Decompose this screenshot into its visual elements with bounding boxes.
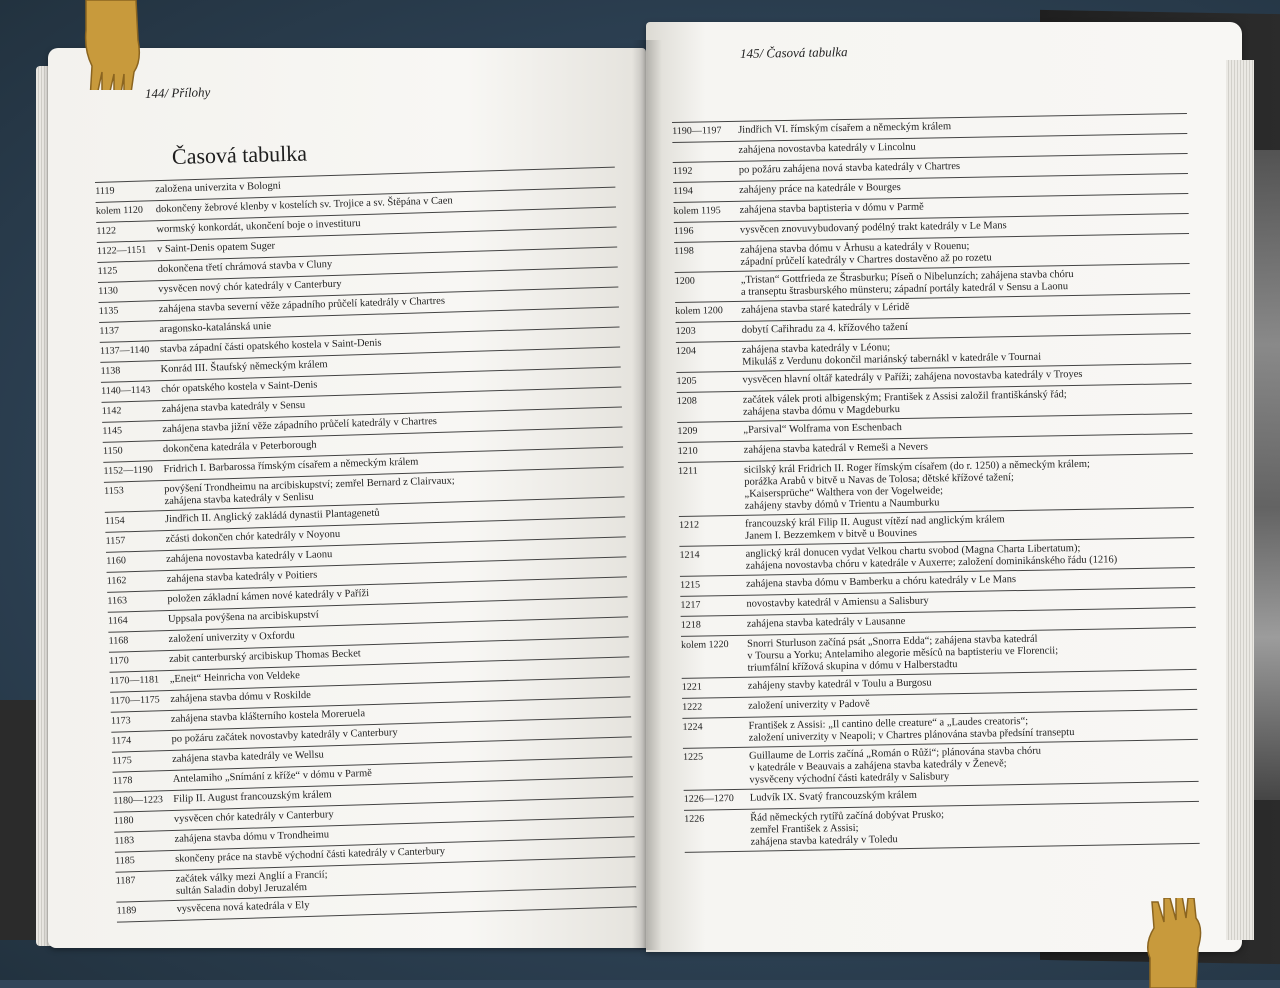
timeline-year: 1168 bbox=[108, 635, 129, 647]
timeline-year: 1221 bbox=[681, 681, 702, 693]
timeline-event: zahájena stavba jižní věže západního průčelí katedrály v Chartres bbox=[162, 415, 438, 436]
timeline-year: 1183 bbox=[114, 835, 135, 847]
timeline-year: 1174 bbox=[111, 735, 132, 747]
timeline-year: 1170—1175 bbox=[110, 694, 160, 707]
timeline-year: 1175 bbox=[112, 755, 132, 767]
timeline-event: vysvěcen nový chór katedrály v Canterbury bbox=[158, 278, 342, 296]
timeline-event: zahájeny stavby katedrál v Toulu a Burgosu bbox=[747, 677, 932, 692]
timeline-year: 1210 bbox=[677, 445, 698, 457]
timeline-year: 1153 bbox=[104, 485, 124, 497]
timeline-year: kolem 1195 bbox=[673, 205, 721, 217]
timeline-event: Fridrich I. Barbarossa římským císařem a německým králem bbox=[163, 456, 419, 476]
timeline-event: zahájena stavba dómu v Roskilde bbox=[170, 689, 312, 705]
timeline-year: 1212 bbox=[678, 519, 700, 531]
brass-hand-page-holder-icon bbox=[76, 0, 146, 90]
timeline-year: 1203 bbox=[675, 325, 696, 337]
timeline-event: vysvěcen znovuvybudovaný podélný trakt katedrály v Le Mans bbox=[739, 220, 1007, 236]
timeline-year: 1173 bbox=[110, 715, 131, 727]
timeline-event: po požáru začátek novostavby katedrály v Canterbury bbox=[171, 727, 398, 745]
timeline-year: 1164 bbox=[107, 615, 128, 627]
timeline-event: Uppsala povýšena na arcibiskupství bbox=[167, 609, 319, 626]
timeline-event: „Tristan“ Gottfrieda ze Štrasburku; Píseň o Nibelunzích; zahájena stavba chóru a transeptu štrasburského münsteru; západní portály katedrál v Sensu a Laonu bbox=[740, 269, 1074, 298]
timeline-event: zahájena stavba katedrály v Léonu; Mikuláš z Verdunu dokončil mariánský tabernákl v katedrále v Tournai bbox=[741, 342, 1042, 368]
timeline-event: skončeny práce na stavbě východní části katedrály v Canterbury bbox=[174, 845, 446, 865]
timeline-event: Guillaume de Lorris začíná „Román o Růži“; plánována stavba chóru v katedrále v Beauvais a zahájena stavba katedrály v Ženevě; vysvěceny východní části katedrály v Salisbury bbox=[748, 745, 1041, 786]
timeline-year: 1125 bbox=[97, 265, 118, 277]
timeline-year: 1138 bbox=[100, 365, 121, 377]
timeline-year: 1225 bbox=[682, 751, 704, 763]
timeline-year: 1208 bbox=[676, 395, 697, 407]
timeline-year: kolem 1120 bbox=[95, 204, 144, 217]
timeline-event: po požáru zahájena nová stavba katedrály v Chartres bbox=[738, 160, 961, 176]
timeline-event: wormský konkordát, ukončení boje o investituru bbox=[156, 218, 361, 236]
timeline-year: 1194 bbox=[673, 185, 693, 197]
timeline-year: 1152—1190 bbox=[103, 464, 153, 477]
timeline-event: zahájena novostavba katedrály v Laonu bbox=[166, 549, 333, 566]
brass-hand-page-holder-icon bbox=[1138, 898, 1208, 988]
timeline-year: 1185 bbox=[114, 855, 135, 867]
timeline-year: 1157 bbox=[105, 535, 126, 547]
timeline-event: Ludvík IX. Svatý francouzským králem bbox=[749, 789, 917, 804]
timeline-year: 1211 bbox=[678, 465, 698, 477]
timeline-event: povýšení Trondheimu na arcibiskupství; zemřel Bernard z Clairvaux; zahájena stavba katedrály v Senlisu bbox=[163, 475, 455, 508]
timeline-year bbox=[672, 145, 738, 160]
timeline-event: zabit canterburský arcibiskup Thomas Becket bbox=[169, 648, 361, 666]
timeline-event: stavba západní části opatského kostela v Saint-Denis bbox=[159, 337, 382, 356]
timeline-year: 1205 bbox=[676, 375, 697, 387]
timeline-event: Řád německých rytířů začíná dobývat Prusko; zemřel František z Assisi; zahájena stavba katedrály v Toledu bbox=[750, 809, 945, 848]
timeline-event: zahájena stavba severní věže západního průčelí katedrály v Chartres bbox=[158, 295, 446, 316]
timeline-year: 1180 bbox=[113, 815, 134, 827]
page-title: Časová tabulka bbox=[171, 140, 308, 169]
timeline-event: aragonsko-katalánská unie bbox=[159, 320, 272, 336]
timeline-year: 1170—1181 bbox=[109, 674, 160, 687]
timeline-year: 1170 bbox=[109, 655, 130, 667]
timeline-row bbox=[684, 802, 1200, 853]
timeline-year: kolem 1200 bbox=[675, 305, 723, 317]
timeline-year: 1192 bbox=[672, 165, 693, 177]
timeline-event: „Parsival“ Wolframa von Eschenbach bbox=[743, 422, 902, 436]
timeline-event: dokončeny žebrové klenby v kostelích sv. Trojice a sv. Štěpána v Caen bbox=[155, 195, 453, 216]
timeline-year: 1130 bbox=[98, 285, 119, 297]
timeline-event: vysvěcen chór katedrály v Canterbury bbox=[173, 809, 334, 825]
timeline-event: Konrád III. Štaufský německým králem bbox=[160, 359, 328, 376]
timeline-year: 1187 bbox=[115, 875, 136, 887]
timeline-year: 1222 bbox=[682, 701, 703, 713]
timeline-year: 1198 bbox=[674, 245, 694, 257]
timeline-event: zahájena stavba katedrály v Sensu bbox=[161, 399, 306, 416]
timeline-year: 1215 bbox=[679, 579, 701, 591]
book-gutter bbox=[632, 40, 662, 950]
timeline-event: zahájena stavba baptisteria v dómu v Parmě bbox=[739, 201, 924, 216]
timeline-event: francouzský král Filip II. August vítězí nad anglickým králem Janem I. Bezzemkem v bitvě u Bouvines bbox=[744, 514, 1005, 542]
timeline-event: zahájena stavba staré katedrály v Léridě bbox=[741, 301, 910, 316]
timeline-event: v Saint-Denis opatem Suger bbox=[156, 240, 276, 256]
timeline-event: chór opatského kostela v Saint-Denis bbox=[161, 379, 318, 396]
timeline-event: vysvěcena nová katedrála v Ely bbox=[176, 899, 310, 915]
timeline-event: vysvěcen hlavní oltář katedrály v Paříži; zahájena novostavba katedrály v Troyes bbox=[742, 368, 1083, 386]
timeline-year: 1190—1197 bbox=[672, 125, 722, 137]
timeline-event: zahájena stavba klášterního kostela Moreruela bbox=[170, 708, 366, 725]
page-edges-right bbox=[1226, 60, 1254, 940]
timeline-event: „Eneit“ Heinricha von Veldeke bbox=[169, 670, 301, 685]
timeline-year: 1189 bbox=[116, 905, 137, 917]
timeline-event: Snorri Sturluson začíná psát „Snorra Edda“; zahájena stavba katedrál v Toursu a Yorku; Antelamiho alegorie měsíců na baptisteriu ve Florencii; triumfální křížová skupina v dómu v Halberstadtu bbox=[747, 633, 1059, 674]
timeline-year: 1135 bbox=[98, 305, 119, 317]
timeline-year: 1214 bbox=[679, 549, 700, 561]
timeline-event: zahájena stavba dómu v Århusu a katedrály v Rouenu; západní průčelí katedrály v Chartres dostavěno až po rozetu bbox=[740, 240, 992, 268]
timeline-row bbox=[678, 454, 1194, 517]
timeline-year: 1217 bbox=[680, 599, 701, 611]
timeline-event: zahájena stavba dómu v Bamberku a chóru katedrály v Le Mans bbox=[745, 574, 1017, 590]
timeline-year: 1218 bbox=[680, 619, 701, 631]
timeline-year: 1154 bbox=[104, 515, 125, 527]
timeline-event: František z Assisi: „Il cantino delle creature“ a „Laudes creatoris“; založení univerzity v Neapoli; v Chartres plánována stavba předsíní transeptu bbox=[748, 715, 1075, 744]
timeline-event: dobytí Cařihradu za 4. křížového tažení bbox=[741, 321, 908, 336]
timeline-year: 1204 bbox=[675, 345, 697, 357]
timeline-year: 1209 bbox=[677, 425, 698, 437]
timeline-year: 1226 bbox=[684, 813, 705, 825]
timeline-event: zahájeny práce na katedrále v Bourges bbox=[739, 182, 901, 196]
timeline-event: začátek válek proti albigenským; František z Assisi založil františkánský řád; zahájena stavba dómu v Magdeburku bbox=[742, 389, 1067, 418]
timeline-event: Filip II. August francouzským králem bbox=[173, 789, 332, 805]
timeline-year: 1162 bbox=[106, 575, 127, 587]
timeline-year: 1150 bbox=[102, 445, 123, 457]
timeline-year: 1196 bbox=[673, 225, 694, 237]
timeline-year: 1226—1270 bbox=[683, 793, 734, 805]
right-running-head: 145/ Časová tabulka bbox=[739, 44, 848, 61]
timeline-event: zahájena stavba dómu v Trondheimu bbox=[174, 829, 330, 845]
timeline-year: 1119 bbox=[95, 185, 115, 197]
timeline-year: 1122—1151 bbox=[96, 244, 147, 257]
timeline-year: 1200 bbox=[674, 275, 695, 287]
timeline-event: Antelamiho „Snímání z kříže“ v dómu v Parmě bbox=[172, 768, 373, 785]
timeline-event: Jindřich II. Anglický zakládá dynastii Plantagenetů bbox=[164, 507, 380, 526]
timeline-event: zahájena stavba katedrály v Lausanne bbox=[746, 616, 906, 630]
timeline-event: zahájena stavba katedrál v Remeši a Nevers bbox=[743, 441, 929, 456]
timeline-year: 1180—1223 bbox=[113, 794, 164, 807]
timeline-year: 1137—1140 bbox=[99, 344, 150, 357]
timeline-year: 1178 bbox=[112, 775, 133, 787]
timeline-event: zahájena novostavba katedrály v Lincolnu bbox=[738, 141, 916, 156]
timeline-table-right bbox=[672, 113, 1200, 853]
timeline-event: zahájena stavba katedrály ve Wellsu bbox=[172, 749, 324, 765]
timeline-event: založena univerzita v Bologni bbox=[155, 180, 282, 196]
timeline-event: Jindřich VI. římským císařem a německým králem bbox=[738, 121, 952, 136]
timeline-year: 1122 bbox=[96, 225, 117, 237]
timeline-year: 1163 bbox=[107, 595, 128, 607]
timeline-event: začátek války mezi Anglií a Francií; sultán Saladin dobyl Jeruzalém bbox=[175, 869, 328, 897]
timeline-event: položen základní kámen nové katedrály v Paříži bbox=[167, 588, 370, 606]
left-running-head: 144/ Přílohy bbox=[144, 84, 211, 101]
timeline-event: sicilský král Fridrich II. Roger římským císařem (do r. 1250) a německým králem; porážka Arabů v bitvě u Navas de Tolosa; dětské křížové tažení; „Kaisersprüche“ Walthera von der Vogelweide; zahájeny stavby dómů v Trientu a Naumburku bbox=[743, 458, 1090, 512]
timeline-year: 1145 bbox=[102, 425, 123, 437]
timeline-event: dokončena katedrála v Peterborough bbox=[162, 439, 317, 456]
timeline-year: 1160 bbox=[106, 555, 127, 567]
timeline-event: založení univerzity v Oxfordu bbox=[168, 630, 295, 646]
timeline-year: 1140—1143 bbox=[101, 384, 151, 397]
timeline-event: založení univerzity v Padově bbox=[748, 698, 870, 712]
timeline-year: kolem 1220 bbox=[681, 639, 729, 651]
timeline-year: 1224 bbox=[682, 721, 703, 733]
timeline-year: 1142 bbox=[101, 405, 122, 417]
timeline-table-left bbox=[95, 167, 637, 923]
timeline-event: novostavby katedrál v Amiensu a Salisbury bbox=[746, 595, 929, 610]
timeline-event: zčásti dokončen chór katedrály v Noyonu bbox=[165, 528, 341, 546]
timeline-event: dokončena třetí chrámová stavba v Cluny bbox=[157, 259, 333, 276]
timeline-event: anglický král donucen vydat Velkou chartu svobod (Magna Charta Libertatum); zahájena novostavba chóru v katedrále v Auxerre; založení dominikánského řádu (1216) bbox=[745, 542, 1118, 572]
timeline-year: 1137 bbox=[99, 325, 120, 337]
timeline-event: zahájena stavba katedrály v Poitiers bbox=[166, 569, 318, 586]
